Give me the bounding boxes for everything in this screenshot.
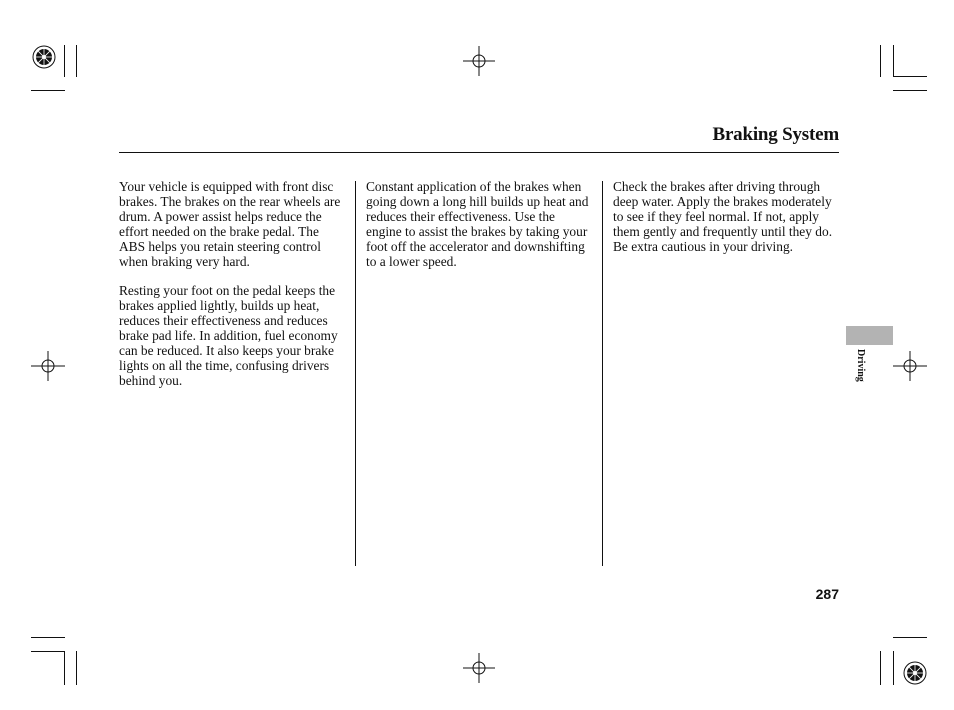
crop-line (880, 651, 881, 685)
text-column-2 (366, 180, 594, 284)
page-number: 287 (815, 586, 839, 602)
crop-line (76, 45, 77, 77)
crop-line (31, 637, 65, 638)
registration-crosshair-icon (31, 351, 65, 381)
paragraph: Check the brakes after driving through deep water. Apply the brakes moderately to see if they feel normal. If not, apply them gently and frequently until they do. Be extra cautious in your driving. (613, 179, 833, 254)
section-tab (846, 326, 893, 345)
registration-starburst-icon (31, 44, 57, 70)
crop-line (893, 637, 927, 638)
crop-line (893, 90, 927, 91)
crop-line (64, 651, 65, 685)
crop-line (880, 45, 881, 77)
header-rule (119, 152, 839, 153)
registration-starburst-icon (902, 660, 928, 686)
section-tab-label: Driving (855, 349, 866, 382)
column-divider (355, 181, 356, 566)
crop-line (31, 90, 65, 91)
registration-crosshair-icon (463, 46, 495, 76)
page-title: Braking System (712, 124, 839, 145)
paragraph: Resting your foot on the pedal keeps the brakes applied lightly, builds up heat, reduces their effectiveness and reduces brake pad life. In addition, fuel economy can be reduced. It also keeps your brake lights on all the time, confusing drivers behind you. (119, 283, 338, 388)
registration-crosshair-icon (893, 351, 927, 381)
paragraph: Your vehicle is equipped with front disc brakes. The brakes on the rear wheels are drum. A power assist helps reduce the effort needed on the brake pedal. The ABS helps you retain steering control when braking very hard. (119, 179, 341, 269)
crop-line (893, 45, 894, 77)
column-divider (602, 181, 603, 566)
paragraph: Constant application of the brakes when going down a long hill builds up heat and reduces their effectiveness. Use the engine to assist the brakes by taking your foot off the accelerator and downshifting to a lower speed. (366, 179, 589, 269)
crop-line (893, 651, 894, 685)
text-column-3 (613, 180, 841, 270)
crop-line (31, 651, 65, 652)
registration-crosshair-icon (463, 653, 495, 683)
crop-line (76, 651, 77, 685)
crop-line (893, 76, 927, 77)
text-column-1 (119, 180, 347, 404)
crop-line (64, 45, 65, 77)
